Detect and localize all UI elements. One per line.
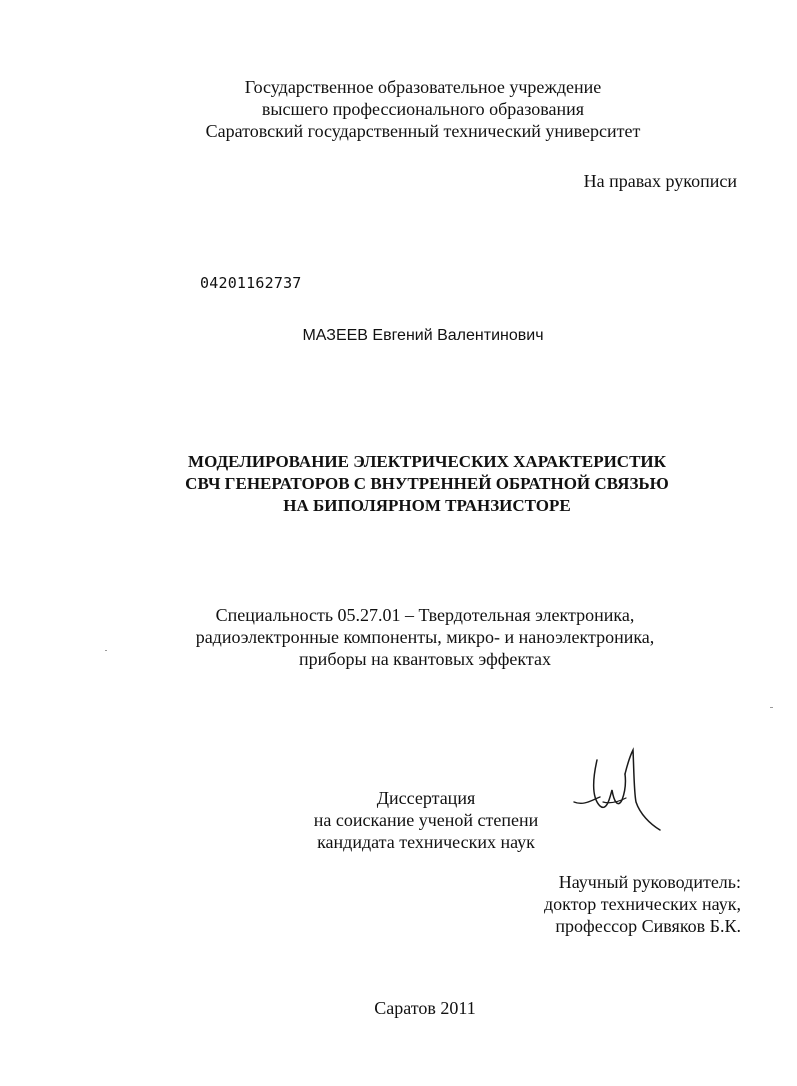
registration-number: 04201162737	[200, 274, 302, 292]
signature-icon	[570, 742, 670, 837]
dissertation-title	[0, 451, 797, 517]
degree-line: Диссертация	[376, 788, 476, 808]
supervisor-line: профессор Сивяков Б.К.	[555, 916, 741, 936]
institution-line: Государственное образовательное учреждение	[244, 77, 602, 97]
city-year: Саратов 2011	[374, 998, 476, 1018]
institution-line: Саратовский государственный технический университет	[205, 121, 641, 141]
institution-block	[0, 76, 797, 142]
manuscript-note: На правах рукописи	[583, 171, 737, 191]
specialty-line: радиоэлектронные компоненты, микро- и наноэлектроника,	[195, 627, 655, 647]
title-line: МОДЕЛИРОВАНИЕ ЭЛЕКТРИЧЕСКИХ ХАРАКТЕРИСТИК	[188, 452, 666, 471]
scan-speck	[105, 650, 107, 651]
title-line: НА БИПОЛЯРНОМ ТРАНЗИСТОРЕ	[283, 496, 571, 515]
institution-line: высшего профессионального образования	[261, 99, 585, 119]
specialty-line: Специальность 05.27.01 – Твердотельная электроника,	[215, 605, 635, 625]
scan-speck	[770, 707, 773, 708]
degree-line: кандидата технических наук	[317, 832, 535, 852]
supervisor-block	[544, 871, 741, 937]
author-name: МАЗЕЕВ Евгений Валентинович	[302, 327, 544, 344]
specialty-block	[0, 604, 797, 670]
supervisor-line: доктор технических наук,	[544, 894, 741, 914]
degree-line: на соискание ученой степени	[313, 810, 539, 830]
degree-block	[0, 787, 797, 853]
specialty-line: приборы на квантовых эффектах	[299, 649, 551, 669]
supervisor-line: Научный руководитель:	[558, 872, 741, 892]
title-line: СВЧ ГЕНЕРАТОРОВ С ВНУТРЕННЕЙ ОБРАТНОЙ СВЯЗЬЮ	[185, 474, 669, 493]
